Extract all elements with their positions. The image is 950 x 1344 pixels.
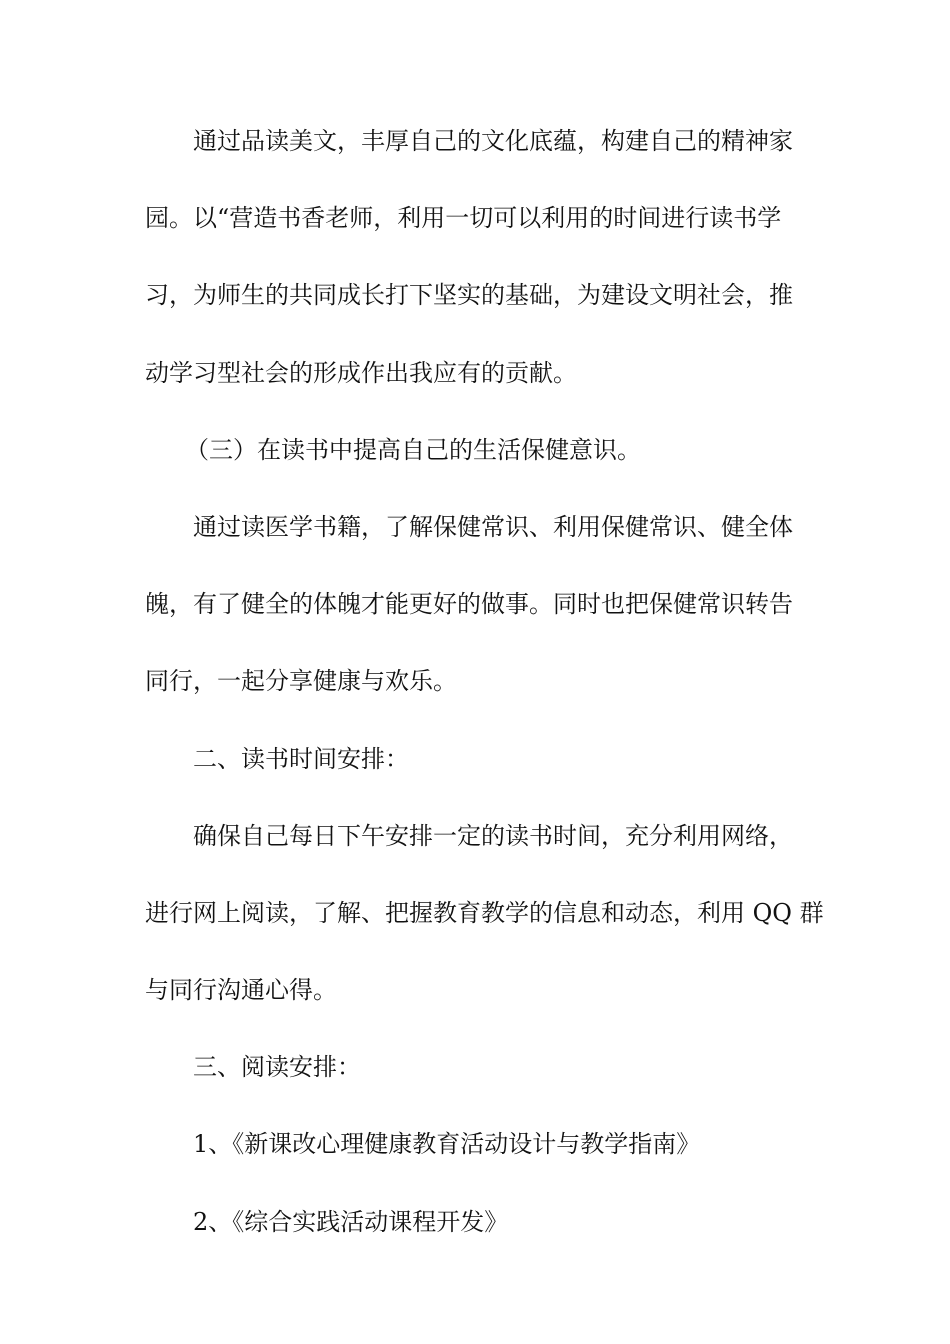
text-line: 同行，一起分享健康与欢乐。 [145,667,457,696]
text-line: 确保自己每日下午安排一定的读书时间，充分利用网络， [193,821,793,850]
text-line: 通过读医学书籍，了解保健常识、利用保健常识、健全体 [193,512,793,541]
section-heading: （三）在读书中提高自己的生活保健意识。 [185,435,641,464]
text-line: 园。以“营造书香老师，利用一切可以利用的时间进行读书学 [145,204,782,233]
list-item: 2、《综合实践活动课程开发》 [193,1207,509,1236]
text-line: 魄，有了健全的体魄才能更好的做事。同时也把保健常识转告 [145,590,793,619]
text-line: 习，为师生的共同成长打下坚实的基础，为建设文明社会，推 [145,281,793,310]
list-item: 1、《新课改心理健康教育活动设计与教学指南》 [193,1130,701,1159]
document-body [145,122,824,1280]
text-line: 与同行沟通心得。 [145,976,337,1005]
text-line: 进行网上阅读，了解、把握教育教学的信息和动态，利用 QQ 群 [145,898,824,927]
text-line: 通过品读美文，丰厚自己的文化底蕴，构建自己的精神家 [193,127,793,155]
section-heading: 二、读书时间安排： [193,744,409,773]
section-heading: 三、阅读安排： [193,1053,361,1082]
text-line: 动学习型社会的形成作出我应有的贡献。 [145,358,577,387]
